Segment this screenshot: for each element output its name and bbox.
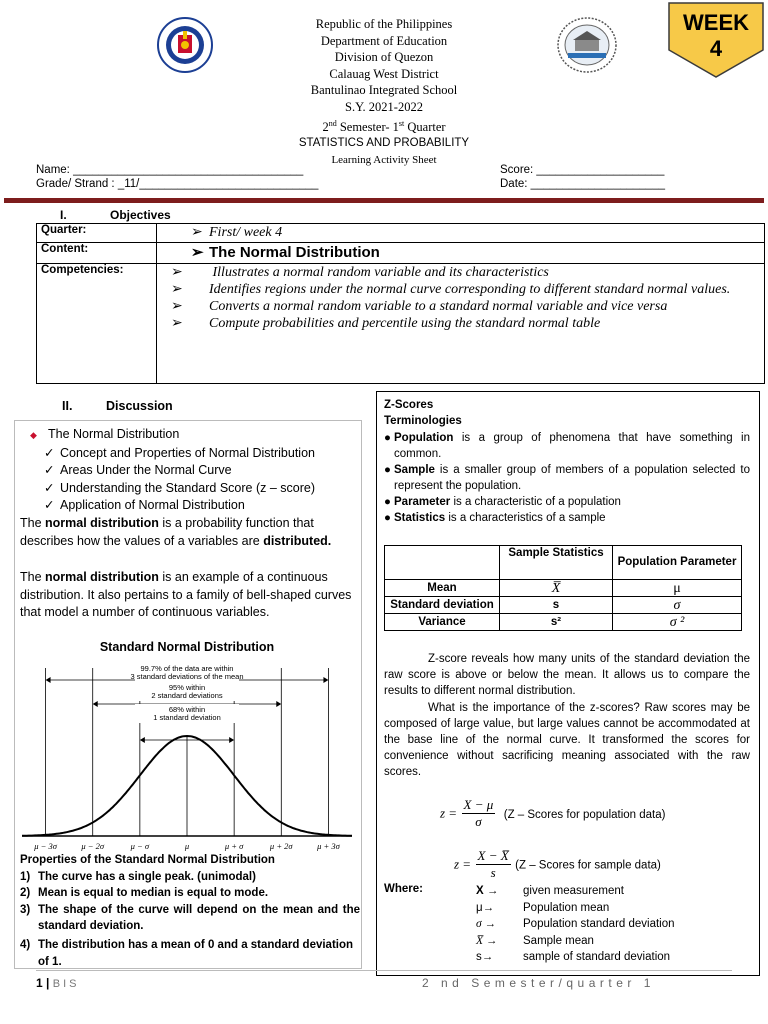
x-tick-label: μ − 3σ <box>34 841 57 851</box>
where-item: X → given measurement <box>476 885 624 897</box>
x-tick-label: μ + σ <box>224 841 244 851</box>
table-row: Standard deviation s σ <box>385 597 742 614</box>
objectives-table <box>36 223 765 384</box>
quarter-value: ➢ First/ week 4 <box>157 224 765 243</box>
header-line: Republic of the Philippines <box>315 17 453 31</box>
zscore-population-formula: z = $\frac{X - \mu}{\sigma}$ (Z – Scores for population data) <box>440 797 666 829</box>
bullet-icon: ◆ <box>30 430 37 440</box>
topic-list <box>20 426 358 515</box>
arrowhead-right <box>276 701 281 707</box>
paragraph-definition: The normal distribution is a probability function that describes how the values of a variables are distributed. <box>20 516 332 548</box>
table-header: Sample Statistics <box>500 546 613 580</box>
footer-divider <box>36 970 732 971</box>
where-item: σ → Population standard deviation <box>476 918 675 931</box>
property-item: 2) Mean is equal to median is equal to mode. <box>20 887 269 900</box>
term-item: ● Population is a group of phenomena that have something in common. <box>384 432 750 460</box>
check-icon: ✓ <box>44 498 55 512</box>
competency-item: ➢ Identifies regions under the normal curve corresponding to different standard normal values. <box>171 282 731 297</box>
terminologies-title: Terminologies <box>384 415 462 427</box>
discussion-heading: II. Discussion <box>62 399 173 413</box>
score-field[interactable]: Score: ____________________ <box>500 164 665 176</box>
zscore-paragraph-1: Z-score reveals how many units of the standard deviation the raw score is above or below the mean. It allows us to compare the results to different normal distribution. <box>384 653 750 697</box>
sheet-line: Learning Activity Sheet <box>331 153 437 166</box>
property-item: 1) The curve has a single peak. (unimodal) <box>20 870 256 883</box>
x-tick-label: μ <box>184 841 190 851</box>
where-label: Where: <box>384 883 423 895</box>
check-icon: ✓ <box>44 463 55 477</box>
week-badge-text <box>668 10 764 62</box>
properties-section <box>20 852 360 970</box>
arrowhead-right <box>323 677 328 683</box>
annotation-label: 1 standard deviation <box>153 713 221 722</box>
footer-page: 1 | BIS <box>36 976 80 990</box>
competency-item: ➢ Converts a normal random variable to a standard normal variable and vice versa <box>171 299 668 314</box>
annotation-label: 95% within <box>168 683 206 692</box>
table-row: Variance s² σ ² <box>385 614 742 631</box>
quarter-label: Quarter: <box>37 224 157 243</box>
school-seal-icon <box>556 17 618 73</box>
where-item: μ→ Population mean <box>476 901 610 914</box>
arrow-icon: ➢ <box>191 225 203 240</box>
where-item: X̅ → Sample mean <box>476 934 594 947</box>
arrowhead-left <box>140 737 145 743</box>
deped-seal-icon <box>157 17 213 73</box>
property-item: 4) The distribution has a mean of 0 and a standard deviation of 1. <box>20 938 354 968</box>
table-header <box>385 546 500 580</box>
where-list <box>476 883 675 966</box>
paragraph-continuous: The normal distribution is an example of a continuous distribution. It also pertains to a family of bell-shaped curves that model a number of continuous variables. <box>20 570 352 619</box>
subtopic-item: ✓ Understanding the Standard Score (z – score) <box>20 480 358 498</box>
annotation-label: 68% within <box>168 705 206 714</box>
grade-strand-field[interactable]: Grade/ Strand : _11/____________________________ <box>36 178 319 190</box>
property-item: 3) The shape of the curve will depend on the mean and the standard deviation. <box>20 903 360 933</box>
header-line: Bantulinao Integrated School <box>310 83 458 98</box>
subtopic-item: ✓ Concept and Properties of Normal Distribution <box>20 445 358 463</box>
competency-item: ➢ Illustrates a normal random variable and its characteristics <box>171 265 549 280</box>
arrow-icon: ➢ <box>171 299 183 314</box>
terminology-list <box>384 430 750 526</box>
properties-title: Properties of the Standard Normal Distribution <box>20 854 275 866</box>
semester-line: 2nd Semester- 1st Quarter <box>322 118 446 134</box>
subtopic-item: ✓ Areas Under the Normal Curve <box>20 462 358 480</box>
arrow-icon: ➢ <box>171 316 183 331</box>
arrow-icon: ➢ <box>191 244 204 261</box>
objectives-heading: I. Objectives <box>60 208 171 222</box>
week-label: WEEK <box>683 10 749 35</box>
arrowhead-left <box>93 701 98 707</box>
x-tick-label: μ + 2σ <box>269 841 293 851</box>
document-header <box>184 16 584 169</box>
name-field[interactable]: Name: ____________________________________ <box>36 164 304 176</box>
table-header: Population Parameter <box>613 546 742 580</box>
subject-line: STATISTICS AND PROBABILITY <box>298 137 470 150</box>
week-number: 4 <box>709 36 723 61</box>
normal-distribution-chart <box>14 660 360 852</box>
term-item: ● Parameter is a characteristic of a population <box>384 496 621 508</box>
table-row: Mean X̅ μ <box>385 580 742 597</box>
annotation-label: 2 standard deviations <box>151 691 223 700</box>
where-item: s→ sample of standard deviation <box>476 951 671 964</box>
arrow-icon: ➢ <box>171 282 183 297</box>
annotation-label: 99.7% of the data are within <box>140 664 234 673</box>
content-value: ➢ The Normal Distribution <box>157 243 765 264</box>
x-tick-label: μ − σ <box>130 841 150 851</box>
header-line: Division of Quezon <box>334 50 434 65</box>
statistics-table <box>384 545 742 631</box>
zscore-sample-formula: z = $\frac{X - X̅}{s}$ (Z – Scores for sample data) <box>454 848 661 880</box>
footer-semester: 2 nd Semester/quarter 1 <box>422 976 655 990</box>
zscore-paragraph-2: What is the importance of the z-scores? Raw scores may be composed of large value, but large values cannot be accommodated at the base line of the normal curve. It transformed the scores for convenience without sacrificing meaning associated with the raw scores. <box>384 702 750 778</box>
header-line: Department of Education <box>320 33 448 48</box>
subtopic-item: ✓ Application of Normal Distribution <box>20 497 358 515</box>
arrowhead-left <box>46 677 51 683</box>
zscores-title: Z-Scores <box>384 399 434 411</box>
arrowhead-right <box>229 737 234 743</box>
competencies-label: Competencies: <box>37 264 157 384</box>
term-item: ● Statistics is a characteristics of a sample <box>384 512 606 524</box>
topic-title: ◆ The Normal Distribution <box>20 426 358 445</box>
term-item: ● Sample is a smaller group of members of a population selected to represent the population. <box>384 464 750 492</box>
x-tick-label: μ − 2σ <box>81 841 105 851</box>
competency-item: ➢ Compute probabilities and percentile using the standard normal table <box>171 316 601 331</box>
chart-title: Standard Normal Distribution <box>99 640 275 654</box>
header-line: Calauag West District <box>329 66 439 81</box>
check-icon: ✓ <box>44 480 55 495</box>
competencies-list <box>157 264 765 384</box>
date-field[interactable]: Date: _____________________ <box>500 178 665 190</box>
header-line: S.Y. 2021-2022 <box>345 99 423 114</box>
x-tick-label: μ + 3σ <box>317 841 340 851</box>
divider <box>4 198 764 203</box>
check-icon: ✓ <box>44 445 55 460</box>
arrow-icon: ➢ <box>171 265 183 280</box>
content-label: Content: <box>37 243 157 264</box>
annotation-label: 3 standard deviations of the mean <box>130 672 244 681</box>
